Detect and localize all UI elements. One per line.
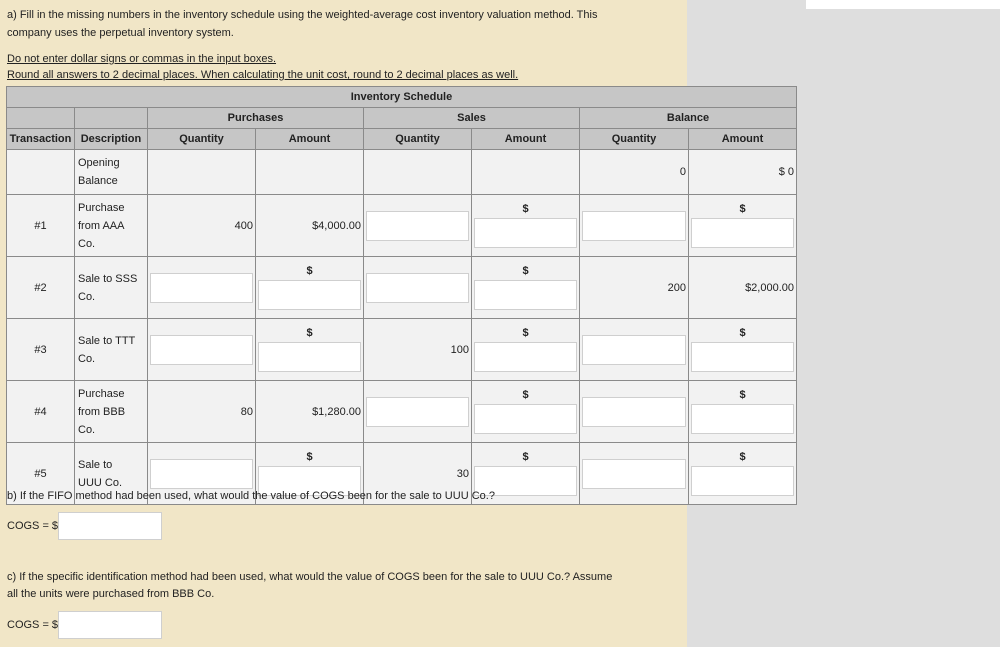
header-purchase-amount: Amount bbox=[256, 129, 364, 150]
dollar-sign: $ bbox=[522, 388, 529, 401]
header-sales: Sales bbox=[364, 108, 580, 129]
part-b-question: b) If the FIFO method had been used, what would the value of COGS been for the sale to UUU Co.? bbox=[7, 490, 495, 502]
purchase-quantity-input[interactable] bbox=[150, 459, 253, 489]
balance-quantity-value: 200 bbox=[580, 257, 689, 319]
transaction-id: #1 bbox=[7, 195, 75, 257]
table-row bbox=[7, 319, 797, 381]
purchase-quantity-cell bbox=[148, 319, 256, 381]
balance-quantity-input[interactable] bbox=[582, 335, 686, 365]
balance-amount-input[interactable] bbox=[691, 466, 794, 496]
balance-quantity-cell bbox=[580, 381, 689, 443]
inventory-schedule-table bbox=[6, 86, 797, 505]
table-row bbox=[7, 257, 797, 319]
part-b-cogs-input[interactable] bbox=[58, 512, 162, 540]
dollar-sign: $ bbox=[522, 326, 529, 339]
balance-amount-input[interactable] bbox=[691, 342, 794, 372]
balance-quantity-cell bbox=[580, 195, 689, 257]
transaction-id: #3 bbox=[7, 319, 75, 381]
description-line: Balance bbox=[78, 175, 118, 187]
table-row bbox=[7, 195, 797, 257]
description-line: Opening bbox=[78, 157, 120, 169]
sales-amount-cell bbox=[472, 319, 580, 381]
sales-quantity-input[interactable] bbox=[366, 211, 469, 241]
balance-amount-cell bbox=[689, 381, 797, 443]
dollar-sign: $ bbox=[522, 202, 529, 215]
balance-quantity-input[interactable] bbox=[582, 459, 686, 489]
transaction-id: #2 bbox=[7, 257, 75, 319]
purchase-quantity-input[interactable] bbox=[150, 273, 253, 303]
sales-amount-input[interactable] bbox=[474, 280, 577, 310]
part-c-line-1: c) If the specific identification method had been used, what would the value of COGS been for the sale to UUU Co.? Assume bbox=[7, 571, 613, 583]
table-row bbox=[7, 150, 797, 195]
header-blank bbox=[7, 108, 75, 129]
transaction-id: #5 bbox=[7, 443, 75, 505]
description-cell bbox=[75, 195, 148, 257]
description-line: Co. bbox=[78, 352, 96, 365]
balance-amount-value: $ 0 bbox=[689, 150, 797, 195]
description-cell bbox=[75, 319, 148, 381]
table-row bbox=[7, 381, 797, 443]
sales-quantity-value: 30 bbox=[364, 443, 472, 505]
sales-quantity-value: 100 bbox=[364, 319, 472, 381]
sales-amount-cell bbox=[472, 150, 580, 195]
dollar-sign: $ bbox=[739, 450, 746, 463]
purchase-amount-value: $4,000.00 bbox=[256, 195, 364, 257]
sales-quantity-cell bbox=[364, 257, 472, 319]
description-line: Purchase bbox=[78, 201, 125, 214]
part-c-cogs-input[interactable] bbox=[58, 611, 162, 639]
purchase-amount-cell bbox=[256, 319, 364, 381]
balance-quantity-value: 0 bbox=[580, 150, 689, 195]
part-a-line-2: company uses the perpetual inventory system. bbox=[7, 27, 234, 39]
dollar-sign: $ bbox=[739, 202, 746, 215]
table-title: Inventory Schedule bbox=[7, 87, 797, 108]
header-transaction: Transaction bbox=[7, 129, 75, 150]
description-line: Co. bbox=[78, 423, 96, 436]
description-line: from BBB bbox=[78, 405, 126, 418]
part-c-cogs-label: COGS = $ bbox=[7, 619, 59, 631]
sales-quantity-cell bbox=[364, 381, 472, 443]
purchase-amount-cell bbox=[256, 257, 364, 319]
purchase-amount-value: $1,280.00 bbox=[256, 381, 364, 443]
header-blank bbox=[75, 108, 148, 129]
dollar-sign: $ bbox=[306, 326, 313, 339]
header-purchase-quantity: Quantity bbox=[148, 129, 256, 150]
purchase-quantity-cell bbox=[148, 150, 256, 195]
instruction-rounding: Round all answers to 2 decimal places. When calculating the unit cost, round to 2 decimal places as well. bbox=[7, 69, 519, 81]
transaction-id: #4 bbox=[7, 381, 75, 443]
description-line: Sale to TTT bbox=[78, 334, 136, 347]
description-line: Purchase bbox=[78, 387, 125, 400]
dollar-sign: $ bbox=[522, 450, 529, 463]
purchase-amount-input[interactable] bbox=[258, 280, 361, 310]
dollar-sign: $ bbox=[522, 264, 529, 277]
balance-quantity-input[interactable] bbox=[582, 397, 686, 427]
sales-quantity-cell bbox=[364, 150, 472, 195]
description-cell bbox=[75, 150, 148, 195]
purchase-amount-input[interactable] bbox=[258, 342, 361, 372]
part-c-line-2: all the units were purchased from BBB Co. bbox=[7, 588, 215, 600]
header-sales-quantity: Quantity bbox=[364, 129, 472, 150]
sales-amount-input[interactable] bbox=[474, 342, 577, 372]
description-line: Sale to SSS bbox=[78, 272, 138, 285]
balance-quantity-input[interactable] bbox=[582, 211, 686, 241]
instruction-no-symbols: Do not enter dollar signs or commas in the input boxes. bbox=[7, 53, 277, 65]
balance-amount-value: $2,000.00 bbox=[689, 257, 797, 319]
sales-quantity-cell bbox=[364, 195, 472, 257]
header-balance-amount: Amount bbox=[689, 129, 797, 150]
sales-amount-cell bbox=[472, 381, 580, 443]
balance-quantity-cell bbox=[580, 319, 689, 381]
dollar-sign: $ bbox=[306, 450, 313, 463]
purchase-quantity-cell bbox=[148, 257, 256, 319]
description-line: Co. bbox=[78, 237, 96, 250]
dollar-sign: $ bbox=[739, 326, 746, 339]
purchase-quantity-value: 80 bbox=[148, 381, 256, 443]
dollar-sign: $ bbox=[306, 264, 313, 277]
balance-amount-input[interactable] bbox=[691, 404, 794, 434]
description-line: Sale to bbox=[78, 458, 113, 471]
sales-quantity-input[interactable] bbox=[366, 397, 469, 427]
header-description: Description bbox=[75, 129, 148, 150]
header-balance: Balance bbox=[580, 108, 797, 129]
top-strip bbox=[806, 0, 1000, 9]
sales-quantity-input[interactable] bbox=[366, 273, 469, 303]
purchase-amount-cell bbox=[256, 150, 364, 195]
description-line: Co. bbox=[78, 290, 96, 303]
part-a-line-1: a) Fill in the missing numbers in the inventory schedule using the weighted-average cost inventory valuation method. This bbox=[7, 9, 598, 21]
sales-amount-input[interactable] bbox=[474, 404, 577, 434]
balance-amount-cell bbox=[689, 195, 797, 257]
balance-quantity-cell bbox=[580, 443, 689, 505]
header-balance-quantity: Quantity bbox=[580, 129, 689, 150]
header-purchases: Purchases bbox=[148, 108, 364, 129]
header-sales-amount: Amount bbox=[472, 129, 580, 150]
sales-amount-input[interactable] bbox=[474, 218, 577, 248]
part-b-cogs-label: COGS = $ bbox=[7, 520, 59, 532]
dollar-sign: $ bbox=[739, 388, 746, 401]
sales-amount-cell bbox=[472, 195, 580, 257]
purchase-quantity-value: 400 bbox=[148, 195, 256, 257]
purchase-quantity-input[interactable] bbox=[150, 335, 253, 365]
transaction-cell bbox=[7, 150, 75, 195]
description-line: UUU Co. bbox=[78, 476, 123, 489]
description-cell bbox=[75, 381, 148, 443]
balance-amount-cell bbox=[689, 319, 797, 381]
description-cell bbox=[75, 257, 148, 319]
balance-amount-input[interactable] bbox=[691, 218, 794, 248]
sales-amount-cell bbox=[472, 257, 580, 319]
description-line: from AAA bbox=[78, 219, 125, 232]
balance-amount-cell bbox=[689, 443, 797, 505]
